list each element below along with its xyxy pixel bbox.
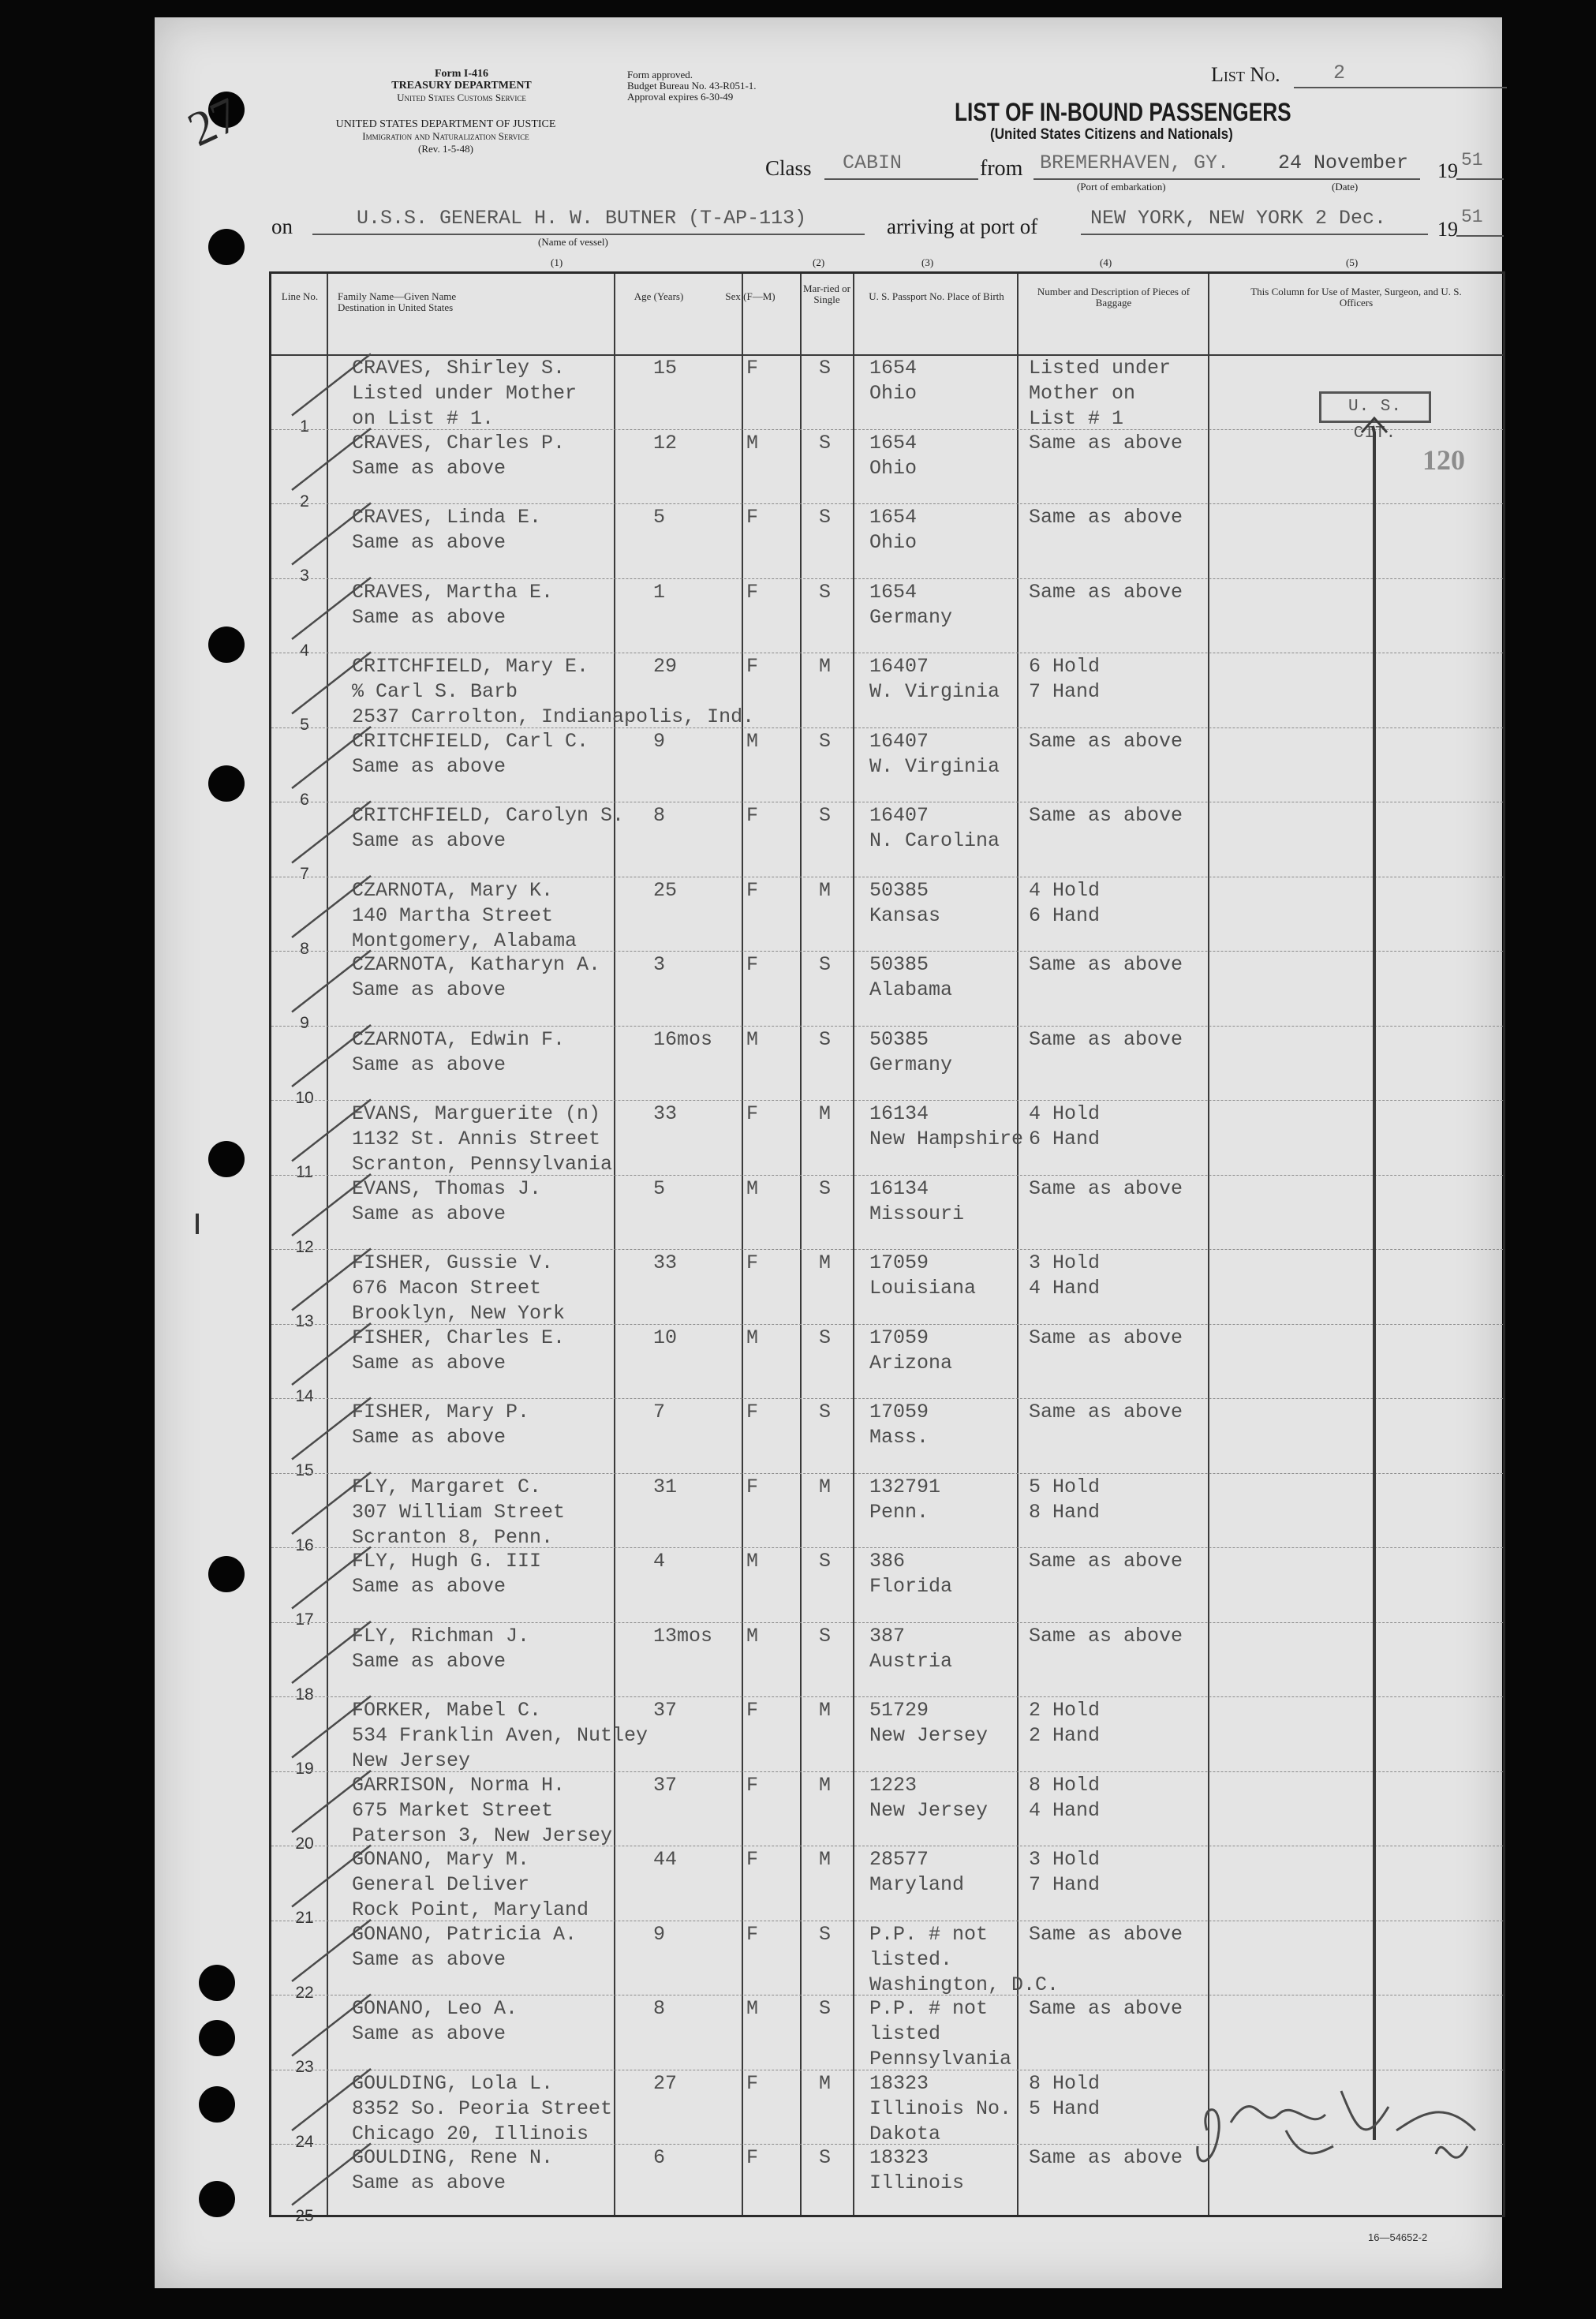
budget-bureau: Budget Bureau No. 43-R051-1.: [627, 80, 757, 92]
on-label: on: [271, 215, 293, 238]
passport-cell: 18323 Illinois No. Dakota: [869, 2071, 1012, 2145]
table-row: [271, 727, 1503, 809]
col-header-line-no: Line No.: [281, 290, 319, 302]
table-row: [271, 1771, 1503, 1853]
line-number: 4: [300, 641, 309, 660]
sex-cell: F: [746, 1773, 759, 1797]
approval-expires: Approval expires 6-30-49: [627, 91, 734, 103]
col-header-sex: Sex (F—M): [725, 290, 776, 302]
passport-cell: 50385 Alabama: [869, 953, 953, 1001]
line-number: 23: [295, 2058, 314, 2076]
col-header-name: Family Name—Given Name Destination in United States: [338, 290, 457, 313]
age-cell: 5: [653, 1176, 666, 1200]
sex-cell: F: [746, 878, 759, 902]
form-footer: 16—54652-2: [1368, 2231, 1428, 2243]
sex-cell: F: [746, 2146, 759, 2169]
marital-status-cell: M: [819, 1251, 832, 1274]
sex-cell: M: [746, 1550, 759, 1573]
col-header-age: Age (Years): [634, 290, 684, 302]
name-cell: FISHER, Charles E. Same as above: [352, 1326, 566, 1375]
line-number: 1: [300, 417, 309, 436]
baggage-cell: 2 Hold 2 Hand: [1029, 1699, 1101, 1747]
passport-cell: 16407 W. Virginia: [869, 729, 1000, 778]
passport-cell: 51729 New Jersey: [869, 1699, 989, 1747]
binder-hole: [199, 2086, 235, 2123]
baggage-cell: 3 Hold 7 Hand: [1029, 1848, 1101, 1896]
age-cell: 6: [653, 2146, 666, 2169]
baggage-cell: Same as above: [1029, 580, 1183, 604]
line-number: 5: [300, 716, 309, 734]
margin-tick: [196, 1214, 199, 1234]
table-row: [271, 2144, 1503, 2225]
col-no-married: (2): [813, 256, 825, 268]
table-row: [271, 1547, 1503, 1629]
name-cell: GARRISON, Norma H. 675 Market Street Paterson 3, New Jersey: [352, 1773, 613, 1847]
baggage-cell: 8 Hold 4 Hand: [1029, 1773, 1101, 1822]
binder-hole: [199, 2181, 235, 2217]
line-number: 9: [300, 1014, 309, 1032]
line-number: 14: [295, 1386, 314, 1405]
class-value: CABIN: [843, 151, 903, 174]
passport-cell: 132791 Penn.: [869, 1475, 941, 1524]
baggage-cell: 8 Hold 5 Hand: [1029, 2071, 1101, 2120]
form-number: Form I-416: [434, 68, 489, 80]
date-label: (Date): [1332, 181, 1359, 193]
passport-cell: 17059 Louisiana: [869, 1251, 977, 1300]
marital-status-cell: M: [819, 1475, 832, 1498]
age-cell: 37: [653, 1773, 678, 1797]
line-number: 3: [300, 567, 309, 585]
marital-status-cell: M: [819, 1102, 832, 1125]
age-cell: 13mos: [653, 1624, 713, 1648]
age-cell: 16mos: [653, 1027, 713, 1051]
marital-status-cell: S: [819, 1027, 832, 1051]
line-number: 16: [295, 1535, 314, 1554]
table-row: [271, 578, 1503, 660]
sex-cell: M: [746, 1326, 759, 1349]
binder-hole: [208, 627, 245, 663]
passport-cell: 28577 Maryland: [869, 1848, 965, 1896]
line-number: 6: [300, 790, 309, 809]
marital-status-cell: S: [819, 2146, 832, 2169]
table-row: [271, 1398, 1503, 1479]
baggage-cell: Same as above: [1029, 2146, 1183, 2169]
baggage-cell: 4 Hold 6 Hand: [1029, 1102, 1101, 1150]
form-approved: Form approved.: [627, 69, 693, 80]
marital-status-cell: S: [819, 1997, 832, 2020]
list-no-label: List No.: [1211, 63, 1280, 86]
justice-dept: UNITED STATES DEPARTMENT OF JUSTICE: [335, 118, 556, 130]
baggage-cell: Same as above: [1029, 1401, 1183, 1423]
col-no-passport: (3): [921, 256, 934, 268]
age-cell: 3: [653, 953, 666, 976]
passport-cell: 16134 Missouri: [869, 1176, 965, 1225]
baggage-cell: 6 Hold 7 Hand: [1029, 655, 1101, 703]
passport-cell: 17059 Mass.: [869, 1401, 929, 1449]
table-row: [271, 1026, 1503, 1107]
col-no-baggage: (4): [1100, 256, 1112, 268]
name-cell: CRITCHFIELD, Mary E. % Carl S. Barb 2537 Carrolton, Indianapolis, Ind.: [352, 655, 755, 728]
baggage-cell: Same as above: [1029, 1922, 1183, 1946]
line-number: 8: [300, 939, 309, 958]
sex-cell: F: [746, 953, 759, 976]
table-row: [271, 1175, 1503, 1256]
passport-cell: 1654 Ohio: [869, 506, 918, 554]
sex-cell: F: [746, 1699, 759, 1722]
name-cell: EVANS, Marguerite (n) 1132 St. Annis Street Scranton, Pennsylvania: [352, 1102, 613, 1176]
sex-cell: M: [746, 1027, 759, 1051]
passport-cell: P.P. # not listed. Washington, D.C.: [869, 1922, 1060, 1996]
passport-cell: 16407 W. Virginia: [869, 655, 1000, 703]
age-cell: 25: [653, 878, 678, 902]
arrival-year-prefix: 19: [1437, 218, 1458, 241]
line-number: 24: [295, 2132, 314, 2151]
col-header-officers: This Column for Use of Master, Surgeon, and U. S. Officers: [1250, 286, 1462, 309]
baggage-cell: Same as above: [1029, 1997, 1183, 2020]
passenger-count: 120: [1422, 444, 1465, 476]
baggage-cell: Same as above: [1029, 1550, 1183, 1573]
passport-cell: 16407 N. Carolina: [869, 804, 1000, 852]
name-cell: CZARNOTA, Katharyn A. Same as above: [352, 953, 601, 1001]
age-cell: 9: [653, 729, 666, 753]
name-cell: CRAVES, Shirley S. Listed under Mother on List # 1.: [352, 357, 577, 430]
passport-cell: 1223 New Jersey: [869, 1773, 989, 1822]
marital-status-cell: S: [819, 580, 832, 604]
marital-status-cell: S: [819, 953, 832, 976]
baggage-cell: Same as above: [1029, 953, 1183, 976]
table-row: [271, 1846, 1503, 1927]
table-row: [271, 877, 1503, 958]
name-cell: FISHER, Mary P. Same as above: [352, 1401, 530, 1449]
name-cell: GONANO, Leo A. Same as above: [352, 1997, 518, 2045]
sex-cell: M: [746, 729, 759, 753]
marital-status-cell: M: [819, 1848, 832, 1871]
sex-cell: F: [746, 804, 759, 827]
customs-service: United States Customs Service: [397, 92, 526, 103]
table-row: [271, 1473, 1503, 1554]
name-cell: CRAVES, Linda E. Same as above: [352, 506, 542, 554]
sex-cell: F: [746, 357, 759, 380]
table-row: [271, 429, 1503, 511]
passport-cell: 386 Florida: [869, 1550, 953, 1598]
baggage-cell: Same as above: [1029, 729, 1183, 753]
marital-status-cell: S: [819, 431, 832, 454]
marital-status-cell: S: [819, 1624, 832, 1648]
table-row: [271, 1249, 1503, 1330]
name-cell: CRAVES, Martha E. Same as above: [352, 580, 554, 629]
sex-cell: F: [746, 1251, 759, 1274]
sex-cell: F: [746, 1922, 759, 1946]
name-cell: CRITCHFIELD, Carolyn S. Same as above: [352, 804, 625, 852]
table-row: [271, 653, 1503, 734]
arrival-value: NEW YORK, NEW YORK 2 Dec.: [1090, 207, 1387, 230]
sex-cell: F: [746, 506, 759, 529]
line-number: 7: [300, 865, 309, 883]
line-number: 15: [295, 1461, 314, 1479]
age-cell: 9: [653, 1922, 666, 1946]
age-cell: 7: [653, 1401, 666, 1423]
table-row: [271, 354, 1503, 436]
baggage-cell: Same as above: [1029, 1027, 1183, 1051]
marital-status-cell: M: [819, 1699, 832, 1722]
list-no-value: 2: [1333, 62, 1346, 84]
baggage-cell: Same as above: [1029, 431, 1183, 454]
port-label: (Port of embarkation): [1077, 181, 1166, 193]
table-row: [271, 802, 1503, 883]
sex-cell: F: [746, 2071, 759, 2095]
baggage-cell: 3 Hold 4 Hand: [1029, 1251, 1101, 1300]
sex-cell: F: [746, 655, 759, 678]
from-value: BREMERHAVEN, GY.: [1040, 151, 1230, 174]
marital-status-cell: M: [819, 1773, 832, 1797]
age-cell: 4: [653, 1550, 666, 1573]
age-cell: 37: [653, 1699, 678, 1722]
vessel-col-no: (1): [551, 256, 563, 268]
name-cell: FLY, Richman J. Same as above: [352, 1624, 530, 1673]
age-cell: 33: [653, 1102, 678, 1125]
age-cell: 33: [653, 1251, 678, 1274]
handwritten-mark: 27: [180, 88, 248, 157]
citizen-stamp: U. S. CIT.: [1319, 391, 1431, 423]
passport-cell: 1654 Ohio: [869, 431, 918, 480]
name-cell: FISHER, Gussie V. 676 Macon Street Brooklyn, New York: [352, 1251, 566, 1325]
sex-cell: F: [746, 1475, 759, 1498]
sex-cell: M: [746, 431, 759, 454]
line-number: 19: [295, 1760, 314, 1778]
age-cell: 1: [653, 580, 666, 604]
age-cell: 8: [653, 1997, 666, 2020]
sex-cell: F: [746, 580, 759, 604]
name-cell: CRITCHFIELD, Carl C. Same as above: [352, 729, 589, 778]
page-title: LIST OF IN-BOUND PASSENGERS: [955, 98, 1291, 126]
treasury-dept: TREASURY DEPARTMENT: [391, 80, 532, 92]
marital-status-cell: M: [819, 878, 832, 902]
marital-status-cell: M: [819, 2071, 832, 2095]
table-row: [271, 1995, 1503, 2076]
marital-status-cell: S: [819, 1401, 832, 1423]
baggage-cell: Same as above: [1029, 1176, 1183, 1200]
name-cell: GOULDING, Rene N. Same as above: [352, 2146, 554, 2194]
name-cell: GONANO, Mary M. General Deliver Rock Point, Maryland: [352, 1848, 589, 1921]
line-number: 21: [295, 1909, 314, 1927]
age-cell: 44: [653, 1848, 678, 1871]
ins-service: Immigration and Naturalization Service: [362, 130, 529, 142]
age-cell: 29: [653, 655, 678, 678]
sex-cell: M: [746, 1624, 759, 1648]
marital-status-cell: S: [819, 357, 832, 380]
table-row: [271, 1100, 1503, 1181]
binder-hole: [208, 1141, 245, 1177]
sex-cell: F: [746, 1102, 759, 1125]
baggage-cell: Same as above: [1029, 1326, 1183, 1349]
marital-status-cell: S: [819, 729, 832, 753]
binder-hole: [208, 765, 245, 802]
passport-cell: 17059 Arizona: [869, 1326, 953, 1375]
table-row: [271, 2070, 1503, 2151]
name-cell: GOULDING, Lola L. 8352 So. Peoria Street Chicago 20, Illinois: [352, 2071, 613, 2145]
passenger-table: [269, 271, 1505, 2225]
marital-status-cell: S: [819, 1176, 832, 1200]
age-cell: 10: [653, 1326, 678, 1349]
age-cell: 5: [653, 506, 666, 529]
sex-cell: M: [746, 1176, 759, 1200]
table-row: [271, 951, 1503, 1032]
table-row: [271, 1622, 1503, 1704]
baggage-cell: Listed under Mother on List # 1: [1029, 357, 1172, 430]
line-number: 13: [295, 1312, 314, 1330]
marital-status-cell: S: [819, 1550, 832, 1573]
baggage-cell: 5 Hold 8 Hand: [1029, 1475, 1101, 1524]
marital-status-cell: S: [819, 1326, 832, 1349]
line-number: 22: [295, 1983, 314, 2002]
vessel-label: (Name of vessel): [538, 236, 608, 248]
sex-cell: M: [746, 1997, 759, 2020]
name-cell: FLY, Hugh G. III Same as above: [352, 1550, 542, 1598]
marital-status-cell: M: [819, 655, 832, 678]
line-number: 2: [300, 492, 309, 511]
name-cell: FORKER, Mabel C. 534 Franklin Aven, Nutley New Jersey: [352, 1699, 648, 1772]
table-row: [271, 1324, 1503, 1405]
passport-cell: 1654 Ohio: [869, 357, 918, 405]
marital-status-cell: S: [819, 1922, 832, 1946]
col-header-married: Mar-ried or Single: [802, 282, 851, 305]
name-cell: CZARNOTA, Mary K. 140 Martha Street Montgomery, Alabama: [352, 878, 577, 952]
baggage-cell: Same as above: [1029, 804, 1183, 827]
marital-status-cell: S: [819, 506, 832, 529]
name-cell: GONANO, Patricia A. Same as above: [352, 1922, 577, 1971]
line-number: 20: [295, 1834, 314, 1853]
class-label: Class: [765, 156, 812, 180]
baggage-cell: Same as above: [1029, 1624, 1183, 1648]
sex-cell: F: [746, 1848, 759, 1871]
arriving-label: arriving at port of: [887, 215, 1038, 238]
line-number: 12: [295, 1237, 314, 1256]
passport-cell: 50385 Kansas: [869, 878, 941, 927]
line-number: 10: [295, 1088, 314, 1107]
revision: (Rev. 1-5-48): [418, 143, 473, 155]
col-header-passport: U. S. Passport No. Place of Birth: [869, 290, 1004, 302]
baggage-cell: 4 Hold 6 Hand: [1029, 878, 1101, 927]
date-value: 24 November: [1278, 151, 1409, 174]
arrival-year: 51: [1461, 207, 1483, 227]
sex-cell: F: [746, 1401, 759, 1423]
table-row: [271, 1696, 1503, 1778]
binder-hole: [199, 1965, 235, 2001]
page-subtitle: (United States Citizens and Nationals): [990, 126, 1233, 143]
col-header-baggage: Number and Description of Pieces of Baggage: [1037, 286, 1190, 309]
baggage-cell: Same as above: [1029, 506, 1183, 529]
passport-cell: 387 Austria: [869, 1624, 953, 1673]
name-cell: EVANS, Thomas J. Same as above: [352, 1176, 542, 1225]
line-number: 25: [295, 2207, 314, 2225]
from-label: from: [980, 156, 1023, 181]
age-cell: 31: [653, 1475, 678, 1498]
line-number: 18: [295, 1685, 314, 1704]
name-cell: FLY, Margaret C. 307 William Street Scranton 8, Penn.: [352, 1475, 566, 1549]
age-cell: 27: [653, 2071, 678, 2095]
passport-cell: 1654 Germany: [869, 580, 953, 629]
passport-cell: P.P. # not listed Pennsylvania: [869, 1997, 1012, 2070]
binder-hole: [208, 229, 245, 265]
name-cell: CRAVES, Charles P. Same as above: [352, 431, 566, 480]
vessel-value: U.S.S. GENERAL H. W. BUTNER (T-AP-113): [357, 207, 807, 230]
age-cell: 8: [653, 804, 666, 827]
line-number: 17: [295, 1610, 314, 1629]
year-value: 51: [1461, 150, 1483, 170]
table-row: [271, 1921, 1503, 2002]
passport-cell: 18323 Illinois: [869, 2146, 965, 2194]
binder-hole: [199, 2020, 235, 2056]
line-number: 11: [296, 1163, 313, 1181]
passport-cell: 50385 Germany: [869, 1027, 953, 1076]
age-cell: 12: [653, 431, 678, 454]
year-prefix: 19: [1437, 159, 1458, 182]
binder-hole: [208, 1556, 245, 1592]
marital-status-cell: S: [819, 804, 832, 827]
age-cell: 15: [653, 357, 678, 380]
passport-cell: 16134 New Hampshire: [869, 1102, 1024, 1150]
col-no-officers: (5): [1346, 256, 1359, 268]
table-row: [271, 503, 1503, 585]
name-cell: CZARNOTA, Edwin F. Same as above: [352, 1027, 566, 1076]
